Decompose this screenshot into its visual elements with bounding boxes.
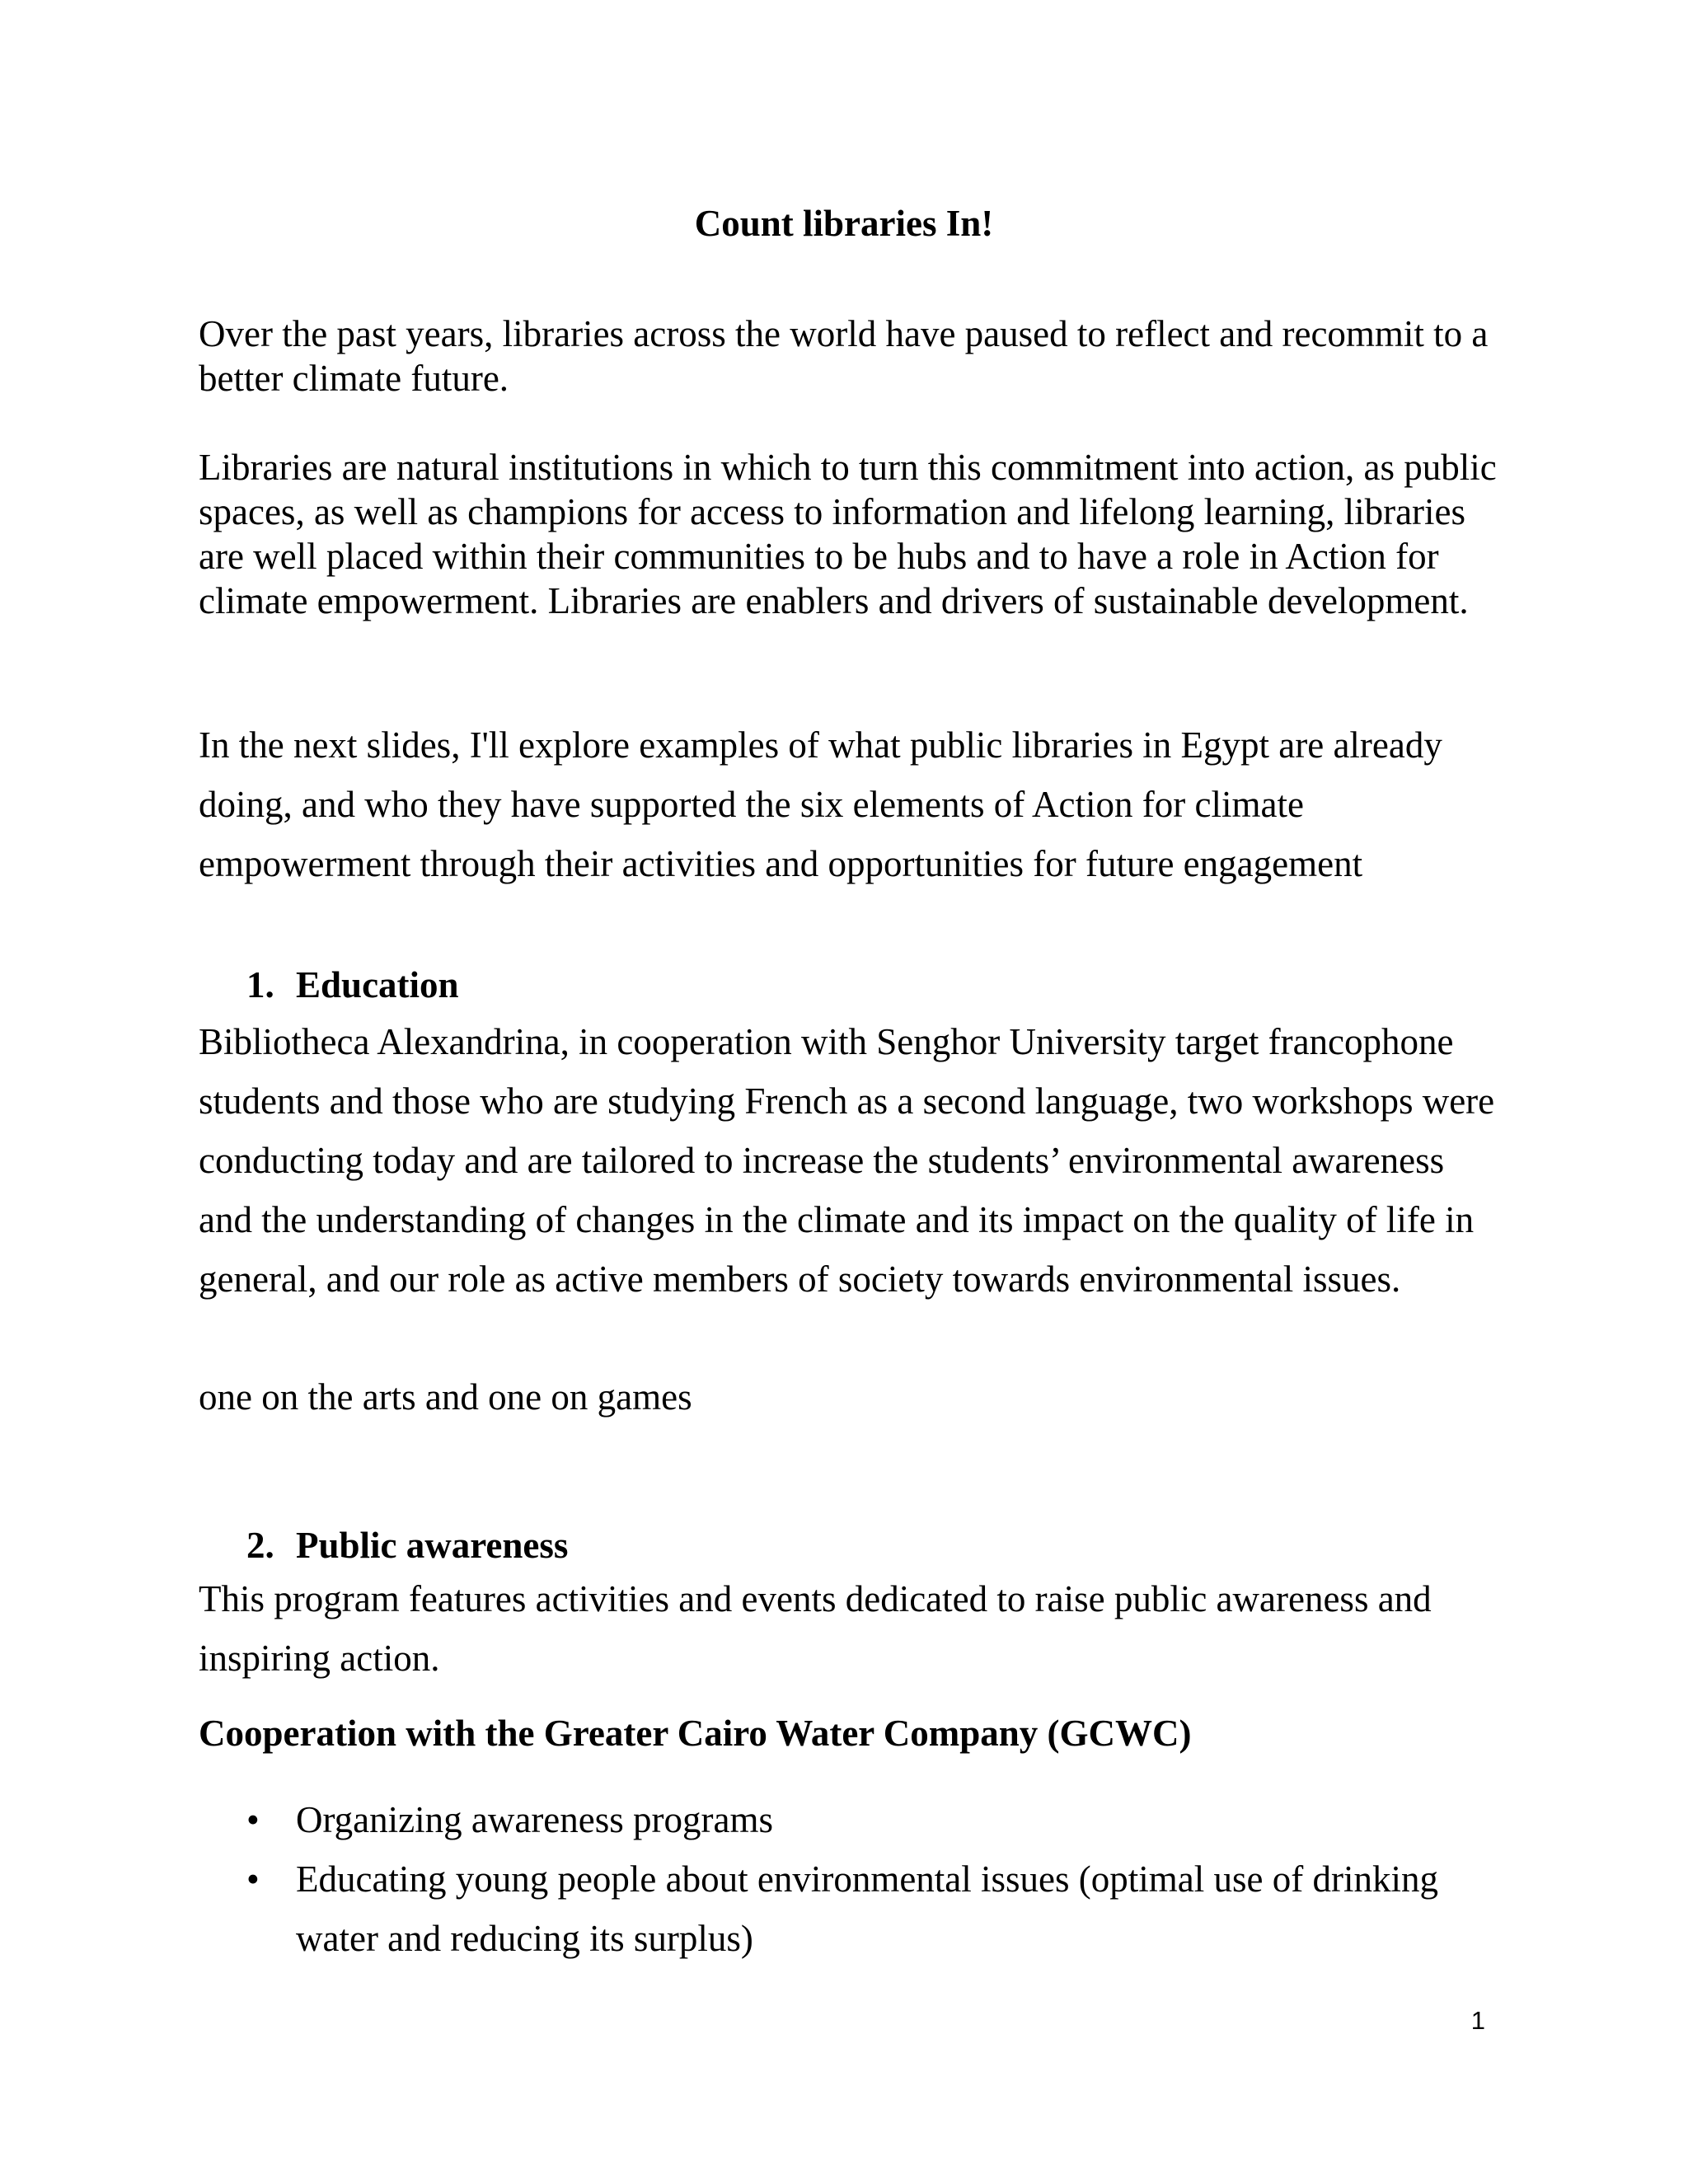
intro-paragraph-2: Libraries are natural institutions in which to turn this commitment into action, as public spaces, as well as champions for access to information and lifelong learning, libraries are well placed within their communities to be hubs and to have a role in Action for climate empowerment. Libraries are enablers and drivers of sustainable development. — [199, 447, 1497, 621]
document-title: Count libraries In! — [694, 203, 994, 244]
page-number: 1 — [1470, 2006, 1485, 2035]
section-heading-education — [199, 963, 459, 1007]
education-paragraph: Bibliotheca Alexandrina, in cooperation with Senghor University target francophone students and those who are studying French as a second language, two workshops were conducting today and are tailored to increase the students’ environmental awareness and the understanding of changes in the climate and its impact on the quality of life in general, and our role as active members of society towards environmental issues. — [199, 1021, 1495, 1300]
gcwc-bullet-list — [199, 1790, 1501, 1968]
section-number: 2. — [246, 1525, 274, 1566]
bullet-icon: • — [246, 1858, 260, 1900]
section-heading-public-awareness — [199, 1523, 568, 1568]
list-item — [199, 1849, 1501, 1968]
section-title: Education — [296, 964, 459, 1005]
list-item-text: Educating young people about environmental issues (optimal use of drinking water and reducing its surplus) — [296, 1858, 1438, 1959]
education-extra-line: one on the arts and one on games — [199, 1376, 692, 1418]
intro-paragraph-3: In the next slides, I'll explore examples of what public libraries in Egypt are already doing, and who they have supported the six elements of Action for climate empowerment through their activities and opportunities for future engagement — [199, 724, 1442, 884]
bullet-icon: • — [246, 1799, 260, 1840]
section-number: 1. — [246, 964, 274, 1005]
public-awareness-paragraph: This program features activities and events dedicated to raise public awareness and inspiring action. — [199, 1578, 1432, 1679]
gcwc-subheading: Cooperation with the Greater Cairo Water Company (GCWC) — [199, 1713, 1192, 1754]
list-item — [199, 1790, 1501, 1849]
section-title: Public awareness — [296, 1525, 569, 1566]
intro-paragraph-1: Over the past years, libraries across the world have paused to reflect and recommit to a better climate future. — [199, 313, 1489, 399]
list-item-text: Organizing awareness programs — [296, 1799, 773, 1840]
